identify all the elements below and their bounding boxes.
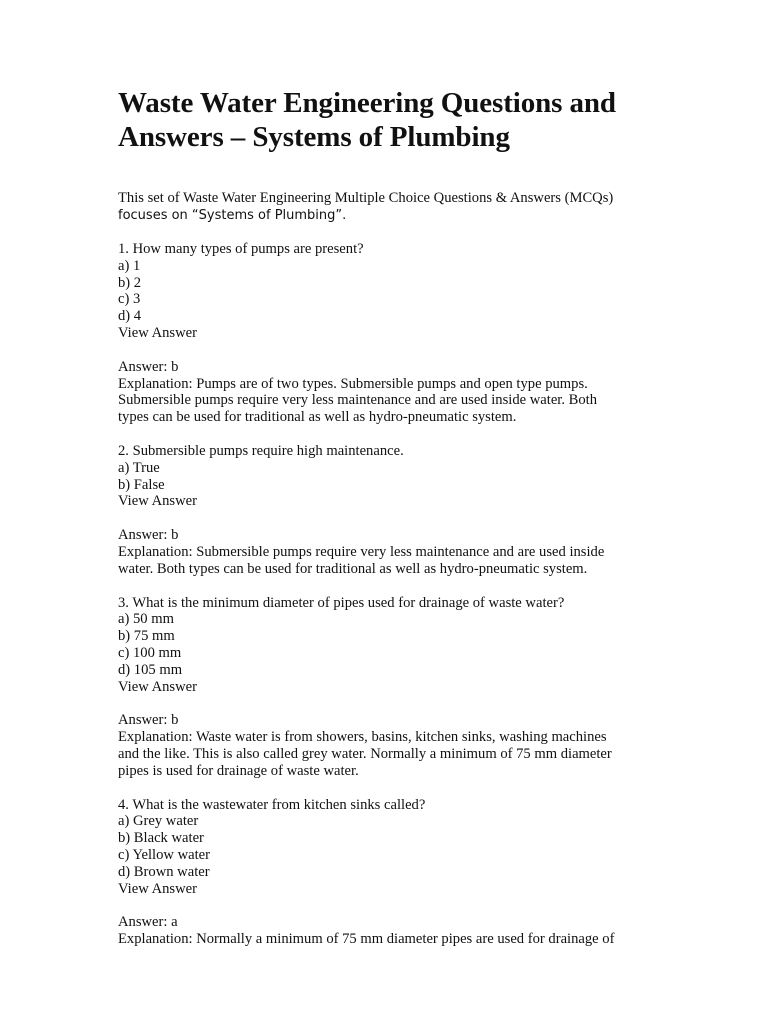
page-title	[118, 86, 658, 154]
answer-option: c) 100 mm	[118, 644, 182, 661]
explanation-text: Submersible pumps require very less maintenance and are used inside water. Both	[118, 392, 598, 409]
title-line-1: Waste Water Engineering Questions and	[118, 87, 616, 119]
answer-option: a) Grey water	[118, 813, 199, 830]
view-answer-link[interactable]: View Answer	[118, 880, 197, 897]
explanation-text: and the like. This is also called grey water. Normally a minimum of 75 mm diameter	[118, 745, 612, 762]
intro-line-2: focuses on “Systems of Plumbing”.	[118, 208, 347, 223]
view-answer-link[interactable]: View Answer	[118, 493, 197, 510]
answer-explanation	[118, 914, 658, 948]
explanation-text: types can be used for traditional as well as hydro-pneumatic system.	[118, 409, 517, 426]
answer-text: Answer: a	[118, 914, 178, 931]
answer-option: b) Black water	[118, 830, 204, 847]
intro-paragraph	[118, 190, 658, 224]
explanation-text: pipes is used for drainage of waste water.	[118, 762, 359, 779]
answer-text: Answer: b	[118, 712, 179, 729]
answer-option: d) Brown water	[118, 863, 210, 880]
question-item	[118, 443, 658, 510]
explanation-text: Explanation: Waste water is from showers, basins, kitchen sinks, washing machines	[118, 729, 607, 746]
answer-explanation	[118, 359, 658, 426]
answer-option: b) 75 mm	[118, 628, 175, 645]
answer-text: Answer: b	[118, 358, 179, 375]
question-text: 2. Submersible pumps require high maintenance.	[118, 442, 404, 459]
question-text: 4. What is the wastewater from kitchen sinks called?	[118, 796, 426, 813]
answer-option: d) 105 mm	[118, 661, 183, 678]
explanation-text: Explanation: Pumps are of two types. Submersible pumps and open type pumps.	[118, 375, 588, 392]
answer-option: a) 50 mm	[118, 611, 174, 628]
view-answer-link[interactable]: View Answer	[118, 324, 197, 341]
question-item	[118, 595, 658, 696]
answer-option: a) True	[118, 459, 160, 476]
question-text: 3. What is the minimum diameter of pipes used for drainage of waste water?	[118, 594, 565, 611]
question-list	[118, 241, 658, 948]
answer-option: a) 1	[118, 257, 141, 274]
title-line-2: Answers – Systems of Plumbing	[118, 121, 510, 153]
answer-option: b) 2	[118, 274, 142, 291]
answer-text: Answer: b	[118, 527, 179, 544]
explanation-text: water. Both types can be used for traditional as well as hydro-pneumatic system.	[118, 560, 588, 577]
view-answer-link[interactable]: View Answer	[118, 678, 197, 695]
answer-option: d) 4	[118, 308, 142, 325]
explanation-text: Explanation: Normally a minimum of 75 mm diameter pipes are used for drainage of	[118, 931, 615, 948]
answer-option: b) False	[118, 476, 165, 493]
question-item	[118, 797, 658, 898]
intro-line-1: This set of Waste Water Engineering Multiple Choice Questions & Answers (MCQs)	[118, 190, 614, 206]
answer-explanation	[118, 712, 658, 779]
explanation-text: Explanation: Submersible pumps require very less maintenance and are used inside	[118, 543, 605, 560]
answer-explanation	[118, 527, 658, 577]
document-page	[118, 86, 658, 948]
answer-option: c) 3	[118, 291, 141, 308]
answer-option: c) Yellow water	[118, 846, 211, 863]
question-item	[118, 241, 658, 342]
question-text: 1. How many types of pumps are present?	[118, 241, 364, 257]
